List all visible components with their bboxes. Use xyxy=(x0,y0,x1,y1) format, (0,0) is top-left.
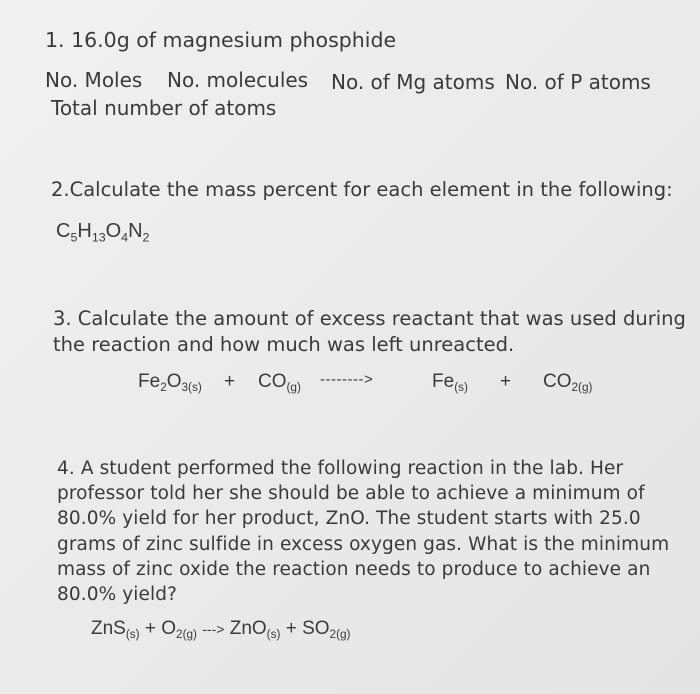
q2-formula xyxy=(56,218,149,244)
formula-n-count: 2 xyxy=(142,230,150,245)
q3-arrow: --------> xyxy=(320,371,374,388)
formula-o-count: 4 xyxy=(121,230,129,245)
q3-line2: the reaction and how much was left unreacted. xyxy=(53,333,515,356)
q4-zns: ZnS$_{(s)}$ xyxy=(91,618,140,642)
q4-line-4: grams of zinc sulfide in excess oxygen gas. What is the minimum xyxy=(57,533,670,555)
q4-arrow: ---> xyxy=(202,621,225,637)
q4-paragraph xyxy=(57,456,669,607)
q4-line-3: 80.0% yield for her product, ZnO. The student starts with 25.0 xyxy=(57,508,641,530)
formula-c-count: 5 xyxy=(70,230,78,245)
q3-co: $CO_{(g)}$ xyxy=(258,371,301,395)
q4-plus-2: + xyxy=(285,618,297,639)
q4-so2: $SO_{2(g)}$ xyxy=(302,618,351,642)
formula-c: C xyxy=(56,220,71,242)
q1-title: 1. 16.0g of magnesium phosphide xyxy=(45,28,397,52)
formula-h-count: 13 xyxy=(91,230,106,245)
q4-line-5: mass of zinc oxide the reaction needs to produce to achieve an xyxy=(57,558,651,580)
q4-zno: ZnO$_{(s)}$ xyxy=(229,618,281,642)
q1-col-p-atoms: No. of P atoms xyxy=(505,70,651,94)
q4-o2: $O_{2(g)}$ xyxy=(161,618,197,642)
q1-col-molecules: No. molecules xyxy=(167,68,309,92)
q1-col-moles: No. Moles xyxy=(45,68,143,92)
q3-co2: $CO_{2(g)}$ xyxy=(543,371,593,395)
formula-h: H xyxy=(77,220,92,242)
q3-fe: $Fe_{(s)}$ xyxy=(432,371,468,395)
q4-line-2: professor told her she should be able to achieve a minimum of xyxy=(57,483,645,505)
q3-fe2o3: $Fe_2O_{3(s)}$ xyxy=(138,371,202,395)
q3-plus-1: + xyxy=(224,371,236,392)
q4-line-6: 80.0% yield? xyxy=(57,584,178,606)
q3-equation xyxy=(138,371,202,393)
q4-line-1: 4. A student performed the following reaction in the lab. Her xyxy=(57,458,624,479)
q2-prompt: 2.Calculate the mass percent for each element in the following: xyxy=(51,178,673,201)
q3-line1: 3. Calculate the amount of excess reactant that was used during xyxy=(53,307,686,330)
q1-col-mg-atoms: No. of Mg atoms xyxy=(331,70,495,94)
formula-n: N xyxy=(128,220,143,242)
q1-total-atoms: Total number of atoms xyxy=(51,96,277,120)
q4-plus-1: + xyxy=(144,618,156,639)
formula-o: O xyxy=(105,220,122,242)
q4-equation xyxy=(91,618,350,640)
q3-plus-2: + xyxy=(500,371,512,392)
